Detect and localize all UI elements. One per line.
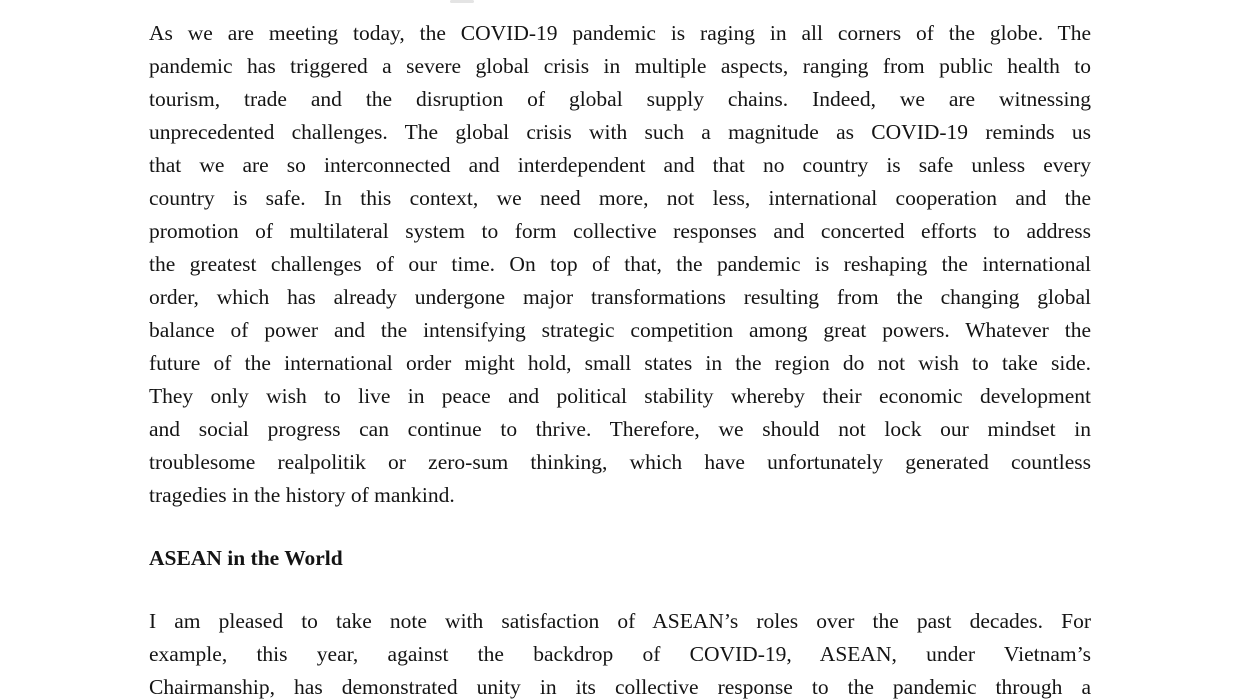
text-line: future of the international order might hold, small states in the region do not wish to take side. [149,351,1091,375]
section-heading-asean-in-the-world: ASEAN in the World [149,546,343,570]
cutoff-line-fragment [450,0,474,3]
text-line: the greatest challenges of our time. On top of that, the pandemic is reshaping the international [149,252,1091,276]
text-line: promotion of multilateral system to form collective responses and concerted efforts to address [149,219,1091,243]
text-line: tragedies in the history of mankind. [149,483,455,507]
paragraph-covid-crisis [149,17,1091,512]
text-line: troublesome realpolitik or zero-sum thinking, which have unfortunately generated countless [149,450,1091,474]
text-line: that we are so interconnected and interdependent and that no country is safe unless every [149,153,1091,177]
text-line: unprecedented challenges. The global crisis with such a magnitude as COVID-19 reminds us [149,120,1091,144]
text-line: tourism, trade and the disruption of global supply chains. Indeed, we are witnessing [149,87,1091,111]
paragraph-asean-roles [149,605,1091,700]
document-body [149,17,1091,700]
text-line: pandemic has triggered a severe global crisis in multiple aspects, ranging from public health to [149,54,1091,78]
text-line: I am pleased to take note with satisfaction of ASEAN’s roles over the past decades. For [149,609,1091,633]
text-line: balance of power and the intensifying strategic competition among great powers. Whatever the [149,318,1091,342]
text-line: As we are meeting today, the COVID-19 pandemic is raging in all corners of the globe. The [149,21,1091,45]
text-line: order, which has already undergone major transformations resulting from the changing global [149,285,1091,309]
text-line: example, this year, against the backdrop of COVID-19, ASEAN, under Vietnam’s [149,642,1091,666]
text-line: They only wish to live in peace and political stability whereby their economic development [149,384,1091,408]
text-line: and social progress can continue to thrive. Therefore, we should not lock our mindset in [149,417,1091,441]
text-line: Chairmanship, has demonstrated unity in its collective response to the pandemic through a [149,675,1091,699]
text-line: country is safe. In this context, we need more, not less, international cooperation and the [149,186,1091,210]
